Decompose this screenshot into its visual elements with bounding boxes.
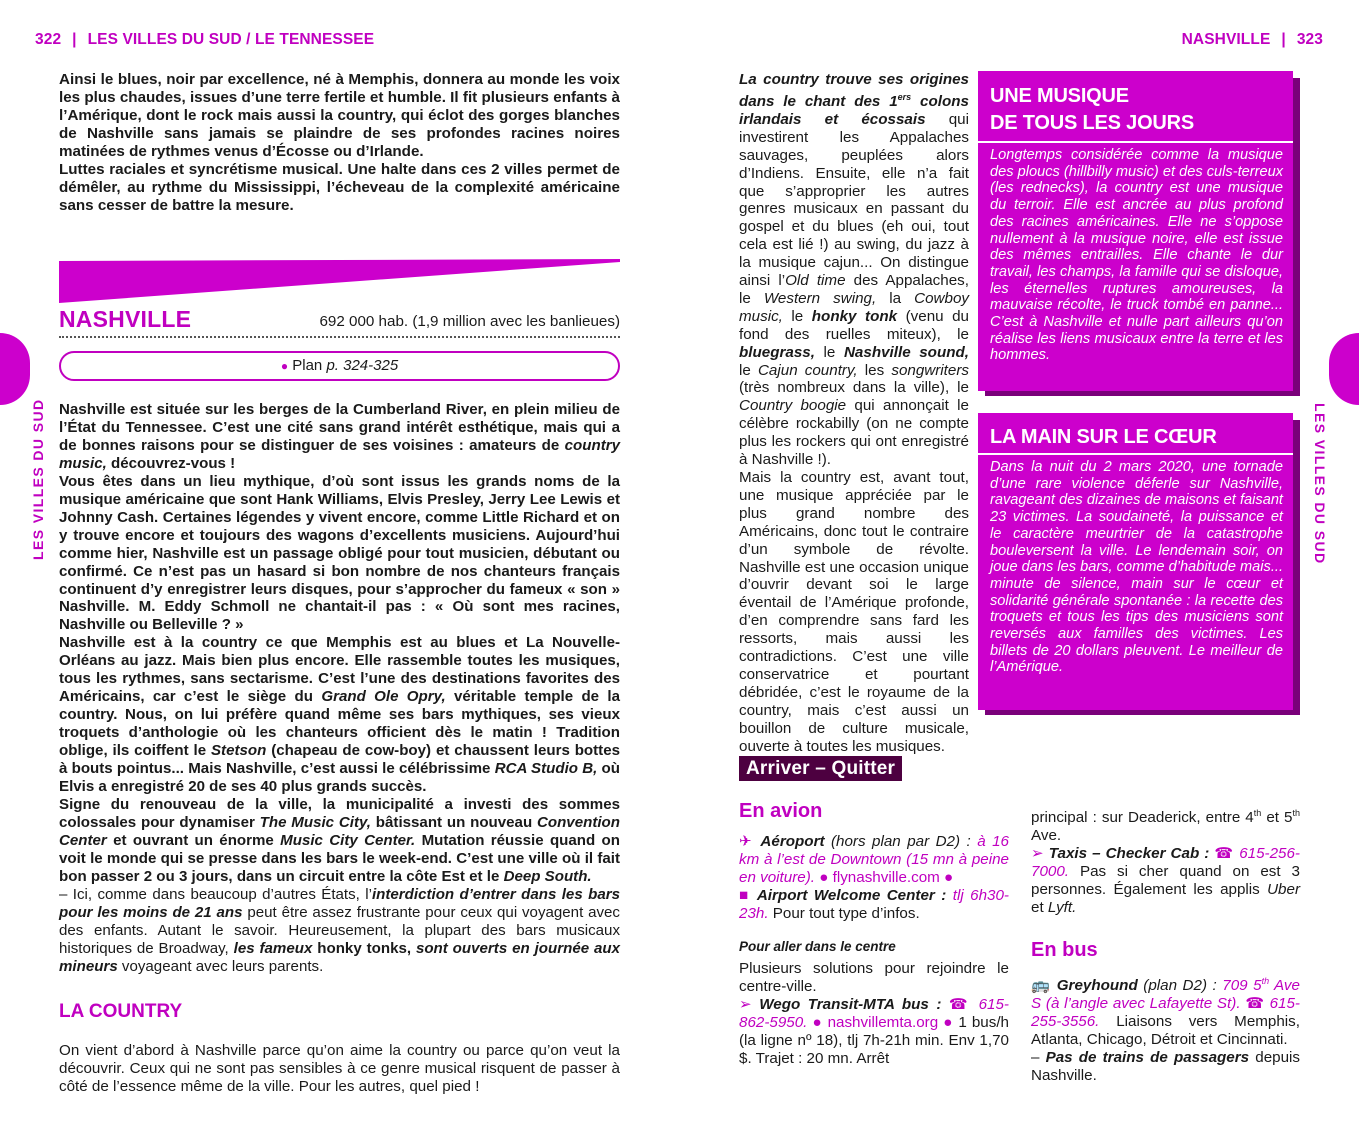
plan-pages: p. 324-325 [326, 357, 399, 374]
centre-subheading: Pour aller dans le centre [739, 939, 896, 954]
city-title: NASHVILLE [59, 306, 192, 332]
plan-reference-pill[interactable]: ● Plan p. 324-325 [59, 351, 620, 381]
plan-label: Plan [292, 357, 323, 374]
greyhound-entry: 🚌 Greyhound (plan D2) : 709 5th Ave S (à l’angle avec Lafayette St). ☎ 615-255-3556. Liaisons vers Memphis, Atlanta, Chicago, Détroit et Cincinnati. [1031, 976, 1300, 1049]
city-population: 692 000 hab. (1,9 million avec les banlieues) [319, 313, 620, 330]
body-paragraph-3: Nashville est à la country ce que Memphis est au blues et La Nouvelle-Orléans au jazz. Mais bien plus encore. Elle rassemble toutes les musiques, tous les rythmes, sans sectarisme. C’est l’une des destinations favorites des Américains, car c’est le siège du Grand Ole Opry, véritable temple de la country. Nous, on lui préfère quand même ses bars mythiques, ses vieux troquets d’anthologie où les chanteurs officient dès le matin ! Tradition oblige, ils coiffent le Stetson (chapeau de cow-boy) et chaussent leurs bottes à bouts pointus... Mais Nashville, c’est aussi le célébrissime RCA Studio B, où Elvis a enregistré 20 de ses 40 plus grands succès. [59, 634, 620, 796]
country-text: On vient d’abord à Nashville parce qu’on aime la country ou parce qu’on veut la découvrir. Ceux qui ne sont pas sensibles à ce genre musical risquent de passer à côté de l’essence même de la ville. Pour les autres, quel pied ! [59, 1042, 620, 1095]
box1-text: Longtemps considérée comme la musique des ploucs (hillbilly music) et des culs-terreux (les rednecks), la country est une musique du terroir. Elle est ancrée au plus profond des racines américaines. Elle ne s’oppose nullement à la musique noire, elle est issue des mêmes entrailles. Elle chante le dur travail, les champs, la famille qui se disloque, les éternelles ruptures amoureuses, la mauvaise récolte, le truck tombé en panne... C’est à Nashville et nulle part ailleurs qu’on réalise les liens musicaux entre la terre et les hommes. [990, 147, 1283, 364]
arret-continued: principal : sur Deaderick, entre 4th et 5th Ave. [1031, 808, 1300, 845]
country-origins-column [739, 71, 969, 756]
right-running-title: NASHVILLE [1181, 31, 1271, 48]
taxi-entry: ➢ Taxis – Checker Cab : ☎ 615-256-7000. Pas si cher quand on est 3 personnes. Également les applis Uber et Lyft. [1031, 845, 1300, 917]
box-une-musique [978, 71, 1293, 391]
left-running-title: LES VILLES DU SUD / LE TENNESSEE [87, 31, 375, 48]
arrow-icon: ➢ [739, 996, 752, 1013]
nashville-body [59, 401, 620, 976]
box1-title: UNE MUSIQUE DE TOUS LES JOURS [990, 85, 1195, 134]
square-icon: ■ [739, 887, 751, 904]
left-page-number: 322 [35, 31, 62, 48]
country-heading: LA COUNTRY [59, 1001, 183, 1022]
right-page-number: 323 [1296, 31, 1323, 48]
body-paragraph-1: Nashville est située sur les berges de la Cumberland River, en plein milieu de l’État du Tennessee. C’est une cité sans grand intérêt esthétique, mais qui a de bonnes raisons pour se distinguer de ses voisines : amateurs de country music, découvrez-vous ! [59, 401, 620, 472]
right-thumb-tab [1329, 333, 1359, 405]
arriver-quitter-label: Arriver – Quitter [739, 756, 902, 781]
bus-heading: En bus [1031, 939, 1098, 962]
wego-website[interactable]: ● nashvillemta.org ● [812, 1014, 954, 1031]
right-side-label: LES VILLES DU SUD [1312, 403, 1328, 565]
transport-column-1 [739, 800, 1009, 1068]
body-paragraph-5: – Ici, comme dans beaucoup d’autres États, l’interdiction d’entrer dans les bars pour les moins de 21 ans peut être assez frustrante pour ceux qui voyagent avec des enfants. Autant le savoir. Heureusement, la plupart des bars musicaux historiques de Broadway, les fameux honky tonks, sont ouverts en journée aux mineurs voyageant avec leurs parents. [59, 885, 621, 975]
right-page [680, 0, 1359, 1134]
transport-column-2 [1031, 804, 1300, 1085]
left-running-head: 322 | LES VILLES DU SUD / LE TENNESSEE [35, 31, 375, 48]
country-paragraph-2: Mais la country est, avant tout, une musique appréciée par le plus grand nombre des Américains, donc tout le contraire d’un symbole de révolte. Nashville est une occasion unique d’ouvrir devant soi le large éventail de l’Amérique profonde, d’en comprendre sans fard les ressorts, mais aussi les contradictions. C’est une ville conservatrice et pourtant débridée, c’est le royaume de la country, mais c’est aussi un bouillon de culture musicale, ouverte à toutes les musiques. [739, 469, 969, 755]
right-running-head: NASHVILLE | 323 [1181, 31, 1323, 48]
box-la-main [978, 413, 1293, 710]
welcome-center-entry: ■ Airport Welcome Center : tlj 6h30-23h. Pour tout type d’infos. [739, 887, 1009, 922]
wego-entry: ➢ Wego Transit-MTA bus : ☎ 615-862-5950. ● nashvillemta.org ● 1 bus/h (la ligne nº 18), tlj 7h-21h min. Env 1,70 $. Trajet : 20 mn. Arrêt [739, 996, 1009, 1067]
body-paragraph-2: Vous êtes dans un lieu mythique, d’où sont issus les grands noms de la musique américaine que sont Hank Williams, Elvis Presley, Jerry Lee Lewis et Johnny Cash. Certaines légendes y vivent encore, comme Little Richard et on y trouve encore et toujours des wagons d’excellents musiciens. Aujourd’hui comme hier, Nashville est un passage obligé pour tout musicien, débutant ou confirmé. Ce n’est pas un hasard si bon nombre de nos chanteurs français continuent d’y enregistrer leurs disques, pour s’approcher du fameux « son » Nashville. M. Eddy Schmoll ne chantait-il pas : « Où sont mes racines, Nashville ou Belleville ? » [59, 472, 620, 634]
phone-icon: ☎ [948, 996, 972, 1013]
body-paragraph-4: Signe du renouveau de la ville, la municipalité a investi des sommes colossales pour dynamiser The Music City, bâtissant un nouveau Convention Center et ouvrant un énorme Music City Center. Mutation réussie quand on voit le monde qui se presse dans les bars le week-end. C’est une ville où il fait bon passer 2 ou 3 jours, dans un circuit entre la côte Est et le Deep South. [59, 795, 620, 885]
left-side-label: LES VILLES DU SUD [30, 398, 46, 560]
aeroport-entry: ✈ Aéroport (hors plan par D2) : à 16 km à l’est de Downtown (15 mn à peine en voiture). ● flynashville.com ● [739, 833, 1009, 886]
dotted-divider [59, 336, 620, 338]
origins-paragraph: La country trouve ses origines dans le chant des 1ers colons irlandais et écossais qui investirent les Appalaches sauvages, peuplées alors d’Indiens. Ensuite, elle n’a fait que s’approprier les autres genres musicaux en passant du gospel et du blues (eh oui, tout cela est lié !) au swing, du jazz à la musique cajun... On distingue ainsi l’Old time des Appalaches, le Western swing, la Cowboy music, le honky tonk (venu du fond des ruelles miteux), le bluegrass, le Nashville sound, le Cajun country, les songwriters (très nombreux dans la ville), le Country boogie qui annonçait le célèbre rockabilly (on ne compte plus les rockers qui ont enregistré à Nashville !). [739, 71, 970, 469]
left-thumb-tab [0, 333, 30, 405]
intro-paragraph-1: Ainsi le blues, noir par excellence, né à Memphis, donnera au monde les voix les plus chaudes, issues d’une terre fertile et humble. Il fit plusieurs enfants à l’Amérique, dont le rock mais aussi la country, qui éclot des gorges blanches de Nashville sans jamais se plaindre de ses profondes racines noires matinées de rythmes venus d’Écosse ou d’Irlande. [59, 71, 620, 160]
aeroport-website[interactable]: ● flynashville.com ● [819, 869, 954, 886]
centre-text: Plusieurs solutions pour rejoindre le centre-ville. [739, 960, 1009, 995]
bus-icon: 🚌 [1031, 977, 1052, 995]
train-entry: – Pas de trains de passagers depuis Nashville. [1031, 1049, 1300, 1085]
intro-paragraph-2: Luttes raciales et syncrétisme musical. Une halte dans ces 2 villes permet de démêler, au rythme du Mississippi, l’écheveau de la complexité américaine sans cesser de battre la mesure. [59, 161, 620, 214]
city-banner-wedge [59, 259, 620, 303]
box2-text: Dans la nuit du 2 mars 2020, une tornade d’une rare violence déferle sur Nashville, ravageant des dizaines de maisons et faisant 23 victimes. La soudaineté, la puissance et le caractère meurtrier de la catastrophe bouleversent la ville. Le lendemain soir, on joue dans les bars, comme d’habitude mais... minute de silence, main sur le cœur et solidarité générale spontanée : la recette des troquets et tous les tips des musiciens sont reversés aux familles des victimes. Les billets de 20 dollars pleuvent. Le meilleur de l’Amérique. [990, 459, 1283, 676]
plane-icon: ✈ [739, 833, 754, 850]
avion-heading: En avion [739, 800, 823, 822]
box2-title: LA MAIN SUR LE CŒUR [990, 426, 1217, 448]
